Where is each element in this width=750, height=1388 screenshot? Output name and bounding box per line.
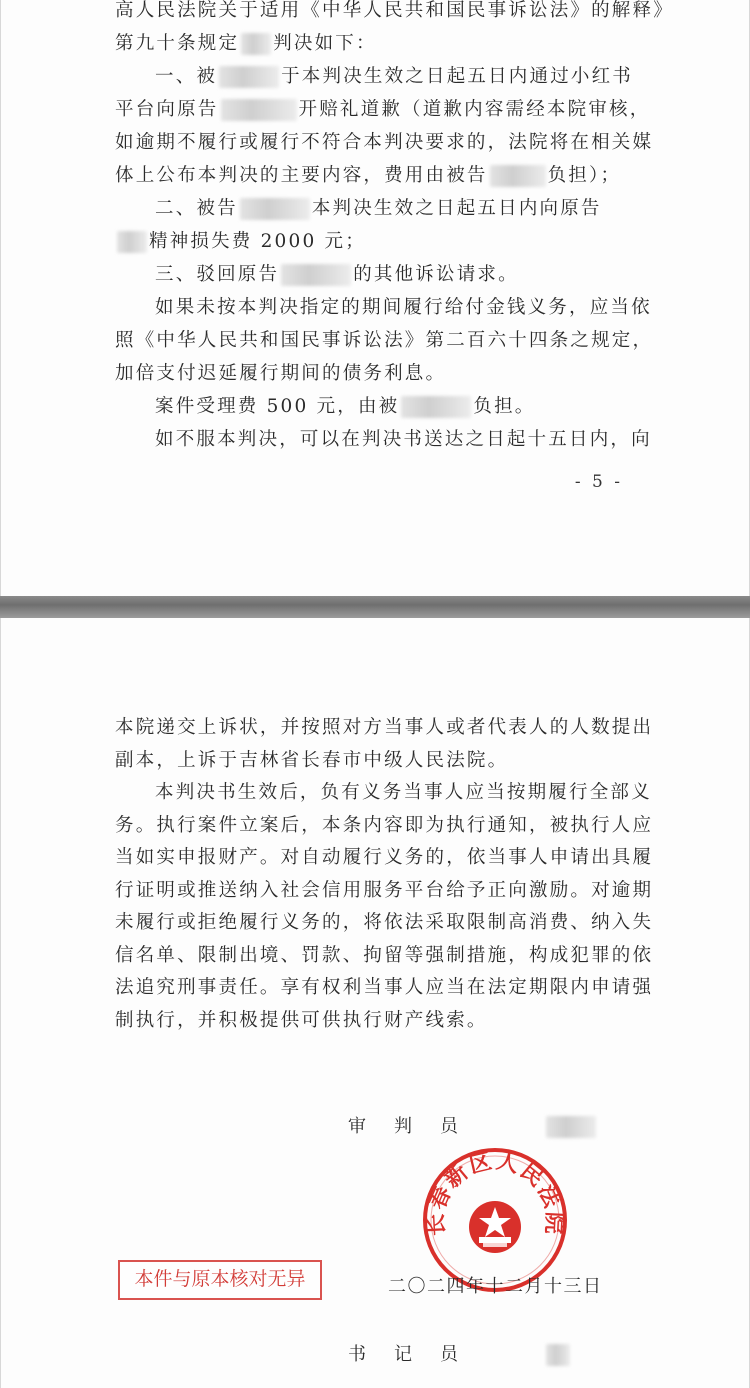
judge-signature-row: [348, 1112, 598, 1138]
line-text: 如不服本判决，可以在判决书送达之日起十五日内，向: [155, 429, 652, 450]
document-page-2: [0, 618, 750, 1388]
text-line: [115, 940, 654, 973]
line-text: 案件受理费 500 元，由被: [155, 396, 400, 417]
line-text: 未履行或拒绝履行义务的，将依法采取限制高消费、纳入失: [115, 912, 654, 933]
line-text-continued: 的其他诉讼请求。: [353, 264, 519, 285]
text-line: [115, 291, 652, 324]
line-text: 如果未按本判决指定的期间履行给付金钱义务，应当依: [155, 297, 652, 318]
redacted-name: [117, 231, 147, 253]
line-text: 一、被: [155, 66, 218, 87]
seal-text: 长春新区人民法院: [422, 1147, 568, 1237]
text-line: [115, 972, 654, 1005]
line-text: 二、被告: [155, 198, 238, 219]
text-line: [115, 1005, 645, 1038]
line-text: 三、驳回原告: [155, 264, 280, 285]
text-line: [115, 93, 651, 126]
judgment-date: 二〇二四年十二月十三日: [388, 1276, 603, 1297]
line-text: 高人民法院关于适用《中华人民共和国民事诉讼法》的解释》: [115, 0, 674, 21]
redacted-clerk-name: [546, 1344, 570, 1366]
text-line: [115, 390, 645, 423]
line-text: 如逾期不履行或履行不符合本判决要求的，法院将在相关媒: [115, 132, 654, 153]
line-text: 本判决书生效后，负有义务当事人应当按期履行全部义: [155, 782, 652, 803]
redacted-name: [240, 198, 310, 220]
text-line: [115, 810, 654, 843]
text-line: [115, 712, 654, 745]
text-line: [115, 192, 645, 225]
text-line: [115, 842, 654, 875]
copy-verified-stamp: 本件与原本核对无异: [118, 1260, 322, 1300]
clerk-label: 书记员: [348, 1344, 486, 1365]
line-text: 法追究刑事责任。享有权利当事人应当在法定期限内申请强: [115, 977, 654, 998]
text-line: [115, 777, 652, 810]
text-line: [115, 60, 645, 93]
line-text: 副本，上诉于吉林省长春市中级人民法院。: [115, 749, 509, 771]
redacted-name: [281, 264, 351, 286]
text-line: [115, 907, 654, 940]
text-line: [115, 0, 674, 27]
line-text: 体上公布本判决的主要内容，费用由被告: [115, 165, 488, 186]
line-text-continued: 本判决生效之日起五日内向原告: [311, 198, 602, 219]
line-text: 制执行，并积极提供可供执行财产线索。: [115, 1009, 488, 1031]
line-text: 务。执行案件立案后，本条内容即为执行通知，被执行人应: [115, 814, 654, 836]
line-text-continued: 精神损失费 2000 元；: [149, 231, 366, 252]
redacted-name: [221, 99, 297, 121]
text-line: [115, 745, 645, 778]
redacted-name: [490, 165, 546, 187]
line-text: 加倍支付迟延履行期间的债务利息。: [115, 363, 447, 384]
redacted-name: [241, 33, 271, 55]
line-text: 行证明或推送纳入社会信用服务平台给予正向激励。对逾期: [115, 879, 654, 901]
line-text: 本院递交上诉状，并按照对方当事人或者代表人的人数提出: [115, 717, 654, 738]
page-number: - 5 -: [574, 472, 623, 492]
document-page-1: [0, 0, 750, 596]
line-text-continued: 于本判决生效之日起五日内通过小红书: [281, 66, 634, 87]
text-line: [115, 357, 645, 390]
line-text-continued: 开赔礼道歉（道歉内容需经本院审核，: [298, 99, 651, 120]
text-line: [115, 126, 654, 159]
redacted-judge-name: [546, 1116, 596, 1138]
clerk-signature-row: [348, 1340, 572, 1366]
line-text: 信名单、限制出境、罚款、拘留等强制措施，构成犯罪的依: [115, 944, 654, 966]
text-line: [115, 324, 654, 357]
text-line: [115, 27, 645, 60]
text-line: [115, 875, 654, 908]
page-divider: [0, 596, 750, 618]
page-1-text: [115, 0, 674, 456]
text-line: [115, 258, 645, 291]
judge-label: 审判员: [348, 1116, 486, 1137]
line-text: 第九十条规定: [115, 33, 240, 54]
redacted-name: [401, 396, 471, 418]
line-text: 当如实申报财产。对自动履行义务的，依当事人申请出具履: [115, 847, 654, 868]
text-line: [115, 159, 645, 192]
line-text-continued: 负担。: [473, 396, 536, 417]
text-line: [115, 225, 645, 258]
line-text-continued: 负担）；: [547, 165, 622, 186]
page-2-text: [115, 712, 654, 1037]
redacted-name: [219, 66, 279, 88]
line-text: 平台向原告: [115, 99, 219, 120]
text-line: [115, 423, 652, 456]
line-text: 照《中华人民共和国民事诉讼法》第二百六十四条之规定，: [115, 330, 654, 351]
line-text-continued: 判决如下：: [273, 33, 377, 54]
